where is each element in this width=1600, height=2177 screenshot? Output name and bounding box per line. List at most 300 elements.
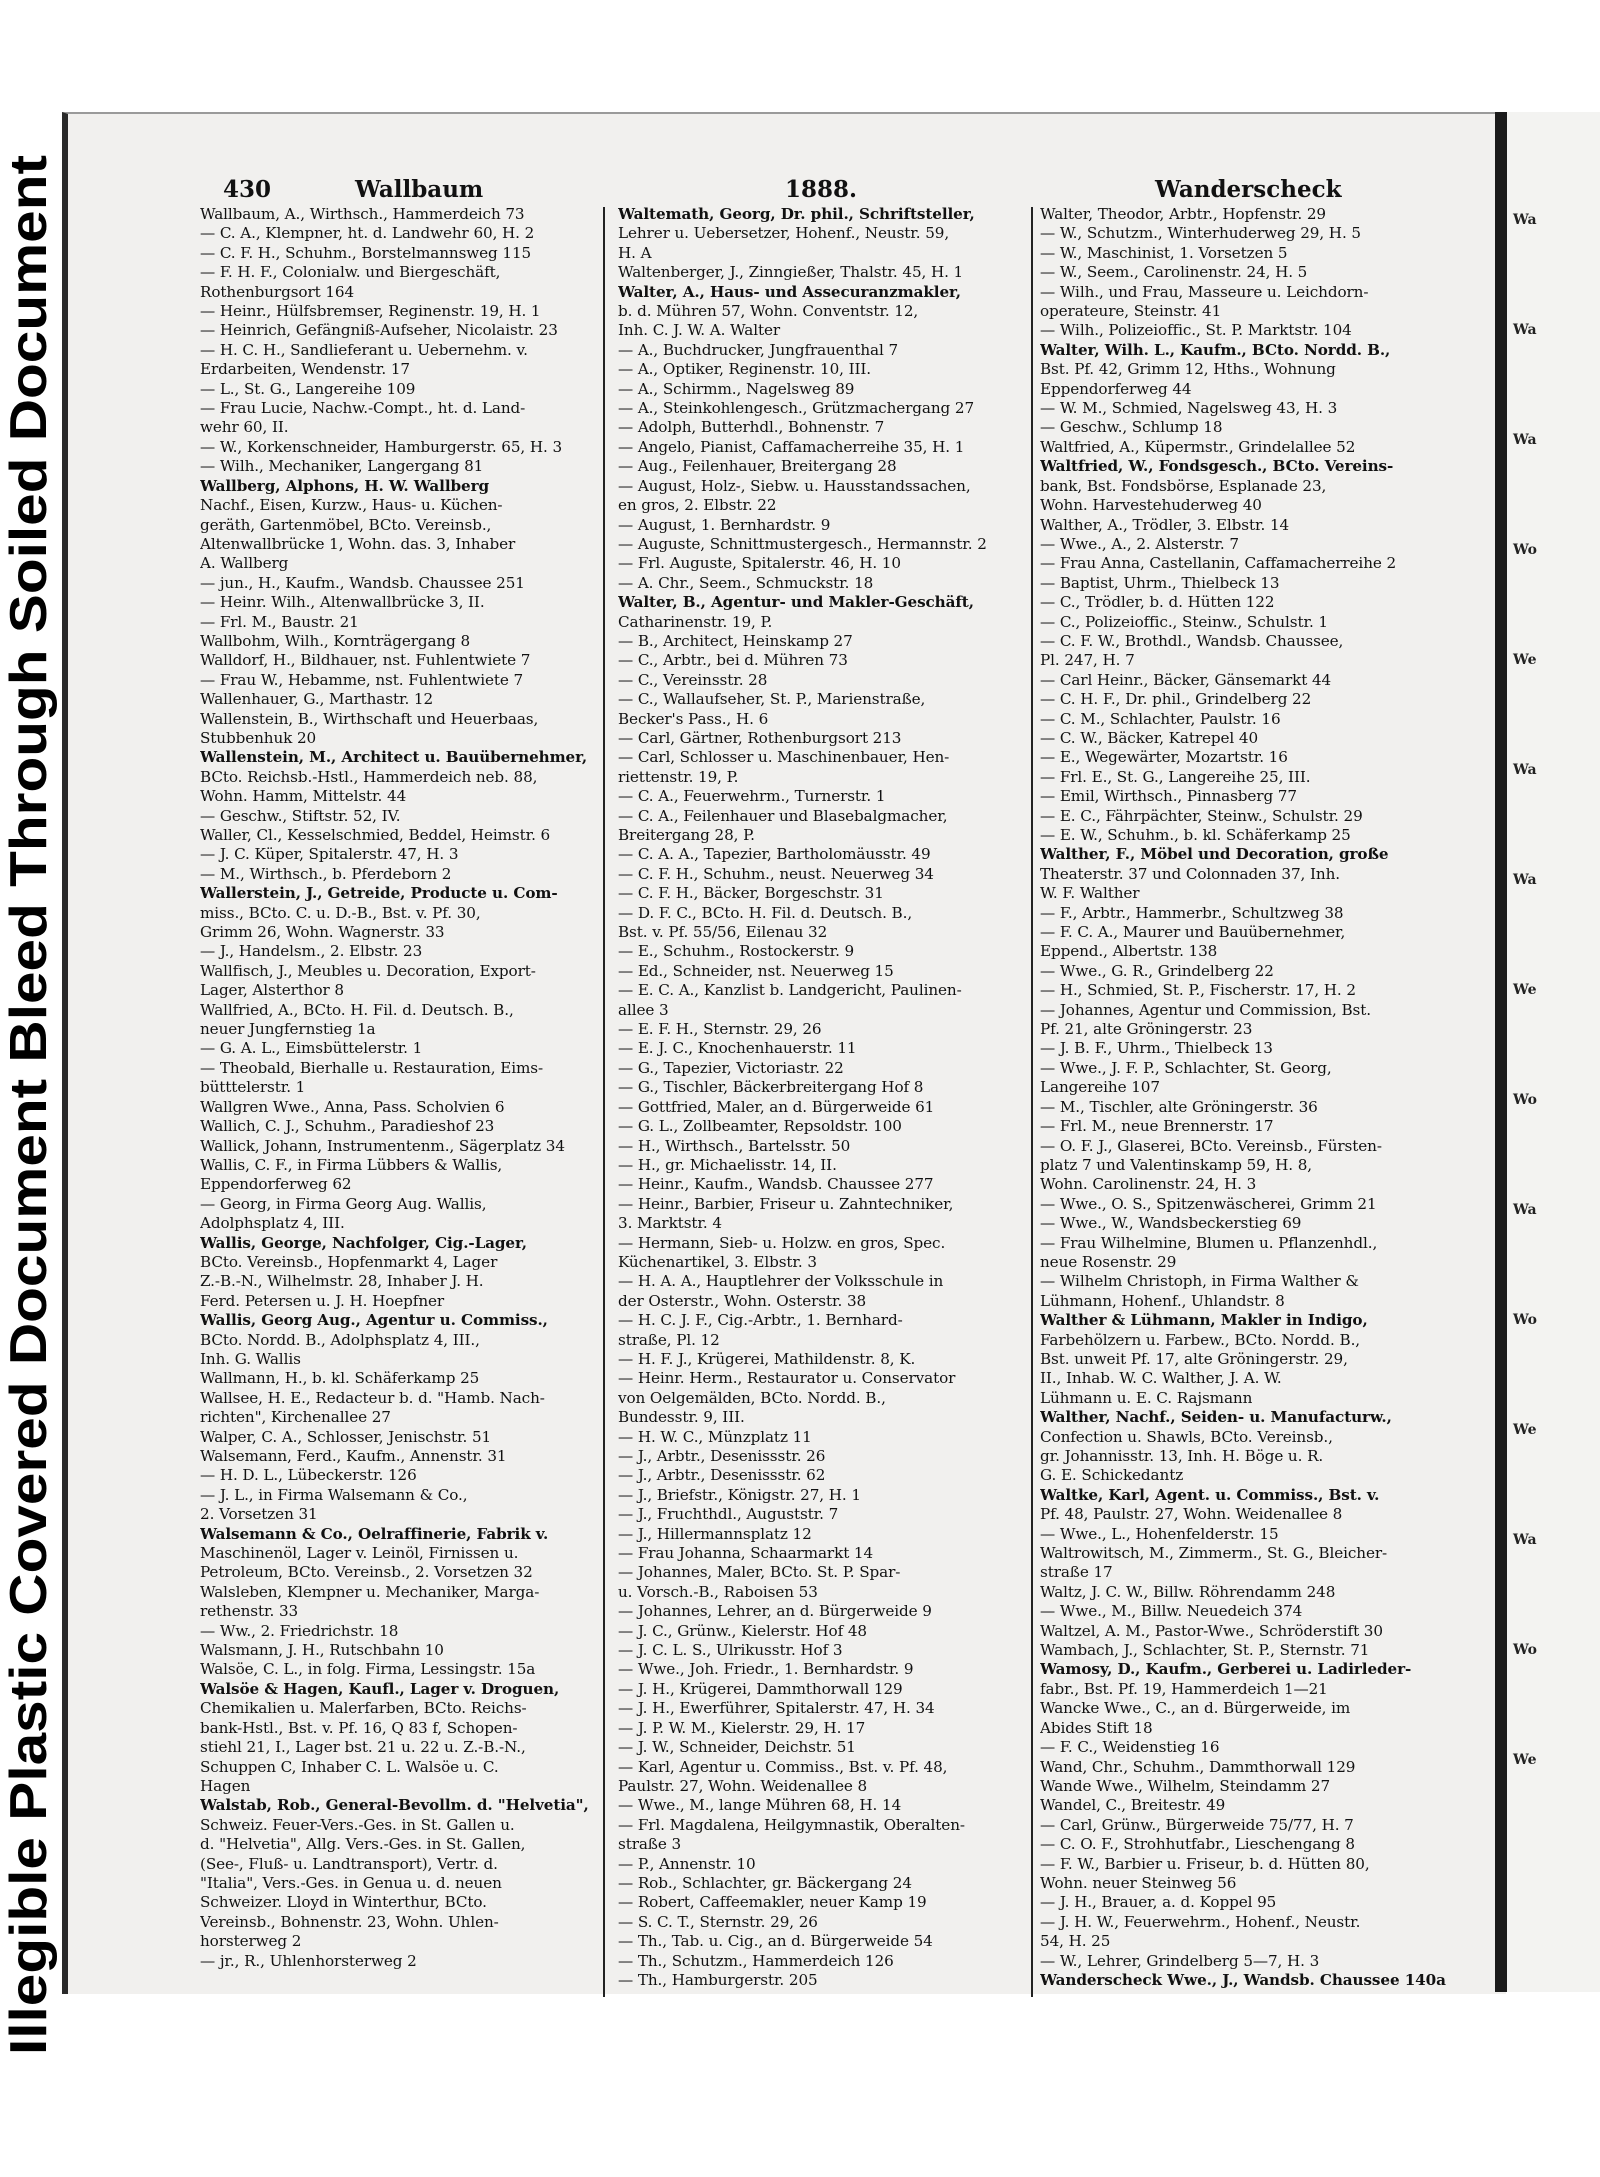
directory-entry: — Johannes, Lehrer, an d. Bürgerweide 9	[618, 1602, 932, 1621]
directory-entry: Lehrer u. Uebersetzer, Hohenf., Neustr. 59,	[618, 224, 950, 243]
directory-entry: Hagen	[200, 1776, 251, 1795]
directory-entry: Schuppen C, Inhaber C. L. Walsöe u. C.	[200, 1757, 499, 1776]
directory-entry: — C. H. F., Dr. phil., Grindelberg 22	[1040, 690, 1312, 709]
directory-entry: Wallberg, Alphons, H. W. Wallberg	[200, 476, 490, 495]
directory-entry: — C., Wallaufseher, St. P., Marienstraße,	[618, 690, 926, 709]
directory-entry: — W., Lehrer, Grindelberg 5—7, H. 3	[1040, 1951, 1320, 1970]
directory-entry: Adolphsplatz 4, III.	[200, 1214, 345, 1233]
directory-entry: bank, Bst. Fondsbörse, Esplanade 23,	[1040, 476, 1327, 495]
directory-entry: — J. H., Krügerei, Dammthorwall 129	[618, 1679, 903, 1698]
directory-entry: — Heinr., Kaufm., Wandsb. Chaussee 277	[618, 1175, 934, 1194]
directory-entry: Wand, Chr., Schuhm., Dammthorwall 129	[1040, 1757, 1356, 1776]
directory-entry: Pf. 48, Paulstr. 27, Wohn. Weidenallee 8	[1040, 1505, 1343, 1524]
directory-entry: Walper, C. A., Schlosser, Jenischstr. 51	[200, 1427, 492, 1446]
directory-entry: — Geschw., Schlump 18	[1040, 418, 1223, 437]
directory-entry: Walstab, Rob., General-Bevollm. d. "Helvetia",	[200, 1796, 589, 1815]
directory-entry: — Heinr. Wilh., Altenwallbrücke 3, II.	[200, 593, 485, 612]
directory-entry: Pl. 247, H. 7	[1040, 651, 1135, 670]
directory-entry: Waltke, Karl, Agent. u. Commiss., Bst. v.	[1040, 1485, 1380, 1504]
directory-entry: neue Rosenstr. 29	[1040, 1252, 1177, 1271]
directory-entry: — C. M., Schlachter, Paulstr. 16	[1040, 709, 1281, 728]
directory-entry: — Wwe., W., Wandsbeckerstieg 69	[1040, 1214, 1302, 1233]
directory-entry: — Emil, Wirthsch., Pinnasberg 77	[1040, 787, 1297, 806]
directory-entry: Walter, Theodor, Arbtr., Hopfenstr. 29	[1040, 205, 1326, 223]
directory-entry: — E. F. H., Sternstr. 29, 26	[618, 1020, 822, 1039]
directory-entry: — Auguste, Schnittmustergesch., Hermannstr. 2	[618, 534, 987, 553]
column-rule-2	[1031, 207, 1033, 1997]
directory-entry: — Frau Anna, Castellanin, Caffamacherreihe 2	[1040, 554, 1397, 573]
directory-entry: Vereinsb., Bohnenstr. 23, Wohn. Uhlen-	[200, 1912, 499, 1931]
directory-entry: — H., gr. Michaelisstr. 14, II.	[618, 1155, 837, 1174]
directory-entry: Petroleum, BCto. Vereinsb., 2. Vorsetzen 32	[200, 1563, 533, 1582]
adjacent-page-stub: Wa	[1513, 872, 1537, 888]
directory-entry: Bst. unweit Pf. 17, alte Gröningerstr. 29,	[1040, 1349, 1348, 1368]
directory-entry: Waltz, J. C. W., Billw. Röhrendamm 248	[1040, 1582, 1336, 1601]
directory-entry: b. d. Mühren 57, Wohn. Conventstr. 12,	[618, 302, 919, 321]
directory-entry: — J., Arbtr., Desenissstr. 62	[618, 1466, 826, 1485]
directory-entry: Walther & Lühmann, Makler in Indigo,	[1040, 1311, 1368, 1330]
directory-entry: — August, Holz-, Siebw. u. Hausstandssachen,	[618, 476, 971, 495]
directory-entry: Wallmann, H., b. kl. Schäferkamp 25	[200, 1369, 480, 1388]
directory-entry: — Hermann, Sieb- u. Holzw. en gros, Spec.	[618, 1233, 946, 1252]
directory-entry: Walsmann, J. H., Rutschbahn 10	[200, 1641, 444, 1660]
directory-entry: Lager, Alsterthor 8	[200, 981, 344, 1000]
directory-entry: — E. C., Fährpächter, Steinw., Schulstr. 29	[1040, 806, 1363, 825]
directory-entry: — Frau Lucie, Nachw.-Compt., ht. d. Land-	[200, 399, 526, 418]
directory-entry: — J. C. L. S., Ulrikusstr. Hof 3	[618, 1641, 843, 1660]
directory-entry: — J. H., Ewerführer, Spitalerstr. 47, H. 34	[618, 1699, 935, 1718]
directory-entry: — C., Arbtr., bei d. Mühren 73	[618, 651, 848, 670]
directory-entry: — Heinr., Barbier, Friseur u. Zahntechniker,	[618, 1194, 954, 1213]
directory-entry: — W. M., Schmied, Nagelsweg 43, H. 3	[1040, 399, 1338, 418]
directory-entry: — Wilh., und Frau, Masseure u. Leichdorn-	[1040, 282, 1369, 301]
header-left-word: Wallbaum	[355, 176, 484, 203]
directory-entry: — jr., R., Uhlenhorsterweg 2	[200, 1951, 417, 1970]
directory-entry: — Carl, Gärtner, Rothenburgsort 213	[618, 728, 902, 747]
directory-entry: Waltenberger, J., Zinngießer, Thalstr. 45, H. 1	[618, 263, 964, 282]
directory-entry: Waller, Cl., Kesselschmied, Beddel, Heimstr. 6	[200, 826, 551, 844]
directory-entry: (See-, Fluß- u. Landtransport), Vertr. d.	[200, 1854, 498, 1873]
adjacent-page-edge	[1507, 112, 1600, 1992]
directory-entry: — Wilh., Mechaniker, Langergang 81	[200, 457, 484, 476]
header-right-word: Wanderscheck	[1155, 176, 1342, 203]
directory-entry: — C., Polizeioffic., Steinw., Schulstr. 1	[1040, 612, 1328, 631]
directory-entry: stiehl 21, I., Lager bst. 21 u. 22 u. Z.-B.-N.,	[200, 1738, 526, 1757]
directory-entry: Langereihe 107	[1040, 1078, 1160, 1097]
directory-entry: Wancke Wwe., C., an d. Bürgerweide, im	[1040, 1699, 1351, 1718]
directory-entry: — Carl Heinr., Bäcker, Gänsemarkt 44	[1040, 670, 1332, 689]
directory-entry: platz 7 und Valentinskamp 59, H. 8,	[1040, 1155, 1313, 1174]
directory-entry: — C. A., Feuerwehrm., Turnerstr. 1	[618, 787, 886, 806]
directory-entry: Walther, A., Trödler, 3. Elbstr. 14	[1040, 515, 1290, 534]
directory-entry: — J. P. W. M., Kielerstr. 29, H. 17	[618, 1718, 866, 1737]
directory-entry: Wallis, Georg Aug., Agentur u. Commiss.,	[200, 1311, 548, 1330]
directory-entry: BCto. Reichsb.-Hstl., Hammerdeich neb. 88,	[200, 767, 538, 786]
directory-entry: u. Vorsch.-B., Raboisen 53	[618, 1582, 818, 1601]
directory-entry: Wallich, C. J., Schuhm., Paradieshof 23	[200, 1117, 495, 1136]
directory-entry: Lühmann, Hohenf., Uhlandstr. 8	[1040, 1291, 1285, 1310]
directory-entry: — Wwe., O. S., Spitzenwäscherei, Grimm 21	[1040, 1194, 1377, 1213]
directory-entry: — L., St. G., Langereihe 109	[200, 379, 416, 398]
directory-entry: — G. A. L., Eimsbüttelerstr. 1	[200, 1039, 423, 1058]
directory-entry: — P., Annenstr. 10	[618, 1854, 756, 1873]
directory-entry: fabr., Bst. Pf. 19, Hammerdeich 1—21	[1040, 1679, 1328, 1698]
directory-entry: — C. W., Bäcker, Katrepel 40	[1040, 728, 1259, 747]
adjacent-page-stub: We	[1513, 1752, 1537, 1768]
directory-entry: Breitergang 28, P.	[618, 826, 755, 844]
directory-entry: — A., Schirmm., Nagelsweg 89	[618, 379, 855, 398]
directory-entry: BCto. Vereinsb., Hopfenmarkt 4, Lager	[200, 1252, 498, 1271]
directory-entry: — C. O. F., Strohhutfabr., Lieschengang 8	[1040, 1835, 1355, 1854]
directory-entry: — H. C. H., Sandlieferant u. Uebernehm. v.	[200, 340, 528, 359]
directory-entry: richten", Kirchenallee 27	[200, 1408, 391, 1427]
directory-entry: — J. L., in Firma Walsemann & Co.,	[200, 1485, 468, 1504]
directory-entry: Wallick, Johann, Instrumentenm., Sägerplatz 34	[200, 1136, 565, 1155]
directory-entry: — Wwe., Joh. Friedr., 1. Bernhardstr. 9	[618, 1660, 914, 1679]
scan-quality-banner-graphic	[0, 140, 60, 2060]
directory-entry: bütttelerstr. 1	[200, 1078, 306, 1097]
directory-entry: Wohn. Hamm, Mittelstr. 44	[200, 787, 407, 806]
directory-entry: Wandel, C., Breitestr. 49	[1040, 1796, 1226, 1815]
directory-entry: — C. A. A., Tapezier, Bartholomäusstr. 49	[618, 845, 931, 864]
directory-entry: BCto. Nordd. B., Adolphsplatz 4, III.,	[200, 1330, 480, 1349]
directory-entry: — A., Optiker, Reginenstr. 10, III.	[618, 360, 872, 379]
directory-entry: II., Inhab. W. C. Walther, J. A. W.	[1040, 1369, 1282, 1388]
directory-entry: — Frau Johanna, Schaarmarkt 14	[618, 1544, 874, 1563]
page-number: 430	[223, 176, 272, 203]
directory-entry: — Th., Hamburgerstr. 205	[618, 1970, 818, 1989]
adjacent-page-stub: We	[1513, 652, 1537, 668]
directory-entry: en gros, 2. Elbstr. 22	[618, 496, 777, 515]
directory-entry: — E., Wegewärter, Mozartstr. 16	[1040, 748, 1288, 767]
directory-entry: — C., Trödler, b. d. Hütten 122	[1040, 593, 1275, 612]
directory-entry: — J. H., Brauer, a. d. Koppel 95	[1040, 1893, 1277, 1912]
directory-entry: Waltrowitsch, M., Zimmerm., St. G., Bleicher-	[1040, 1544, 1388, 1563]
adjacent-page-stub: Wo	[1513, 1312, 1537, 1328]
directory-entry: Walter, Wilh. L., Kaufm., BCto. Nordd. B.,	[1040, 340, 1391, 359]
directory-entry: Nachf., Eisen, Kurzw., Haus- u. Küchen-	[200, 496, 503, 515]
directory-entry: — Carl, Grünw., Bürgerweide 75/77, H. 7	[1040, 1815, 1354, 1834]
directory-entry: Eppendorferweg 44	[1040, 379, 1192, 398]
directory-entry: — G., Tischler, Bäckerbreitergang Hof 8	[618, 1078, 924, 1097]
page-header	[155, 176, 1420, 206]
directory-entry: — Johannes, Maler, BCto. St. P. Spar-	[618, 1563, 901, 1582]
directory-entry: straße, Pl. 12	[618, 1330, 720, 1349]
directory-column-1	[200, 205, 618, 2025]
directory-entry: Wallenhauer, G., Marthastr. 12	[200, 690, 434, 709]
directory-entry: — August, 1. Bernhardstr. 9	[618, 515, 831, 534]
directory-entry: — Gottfried, Maler, an d. Bürgerweide 61	[618, 1097, 935, 1116]
directory-entry: Wanderscheck Wwe., J., Wandsb. Chaussee 140a	[1040, 1970, 1446, 1989]
directory-entry: — Frl. Magdalena, Heilgymnastik, Oberalten-	[618, 1815, 965, 1834]
directory-entry: — A., Buchdrucker, Jungfrauenthal 7	[618, 340, 899, 359]
directory-entry: — C. F. H., Schuhm., Borstelmannsweg 115	[200, 243, 532, 262]
directory-entry: Wallsee, H. E., Redacteur b. d. "Hamb. Nach-	[200, 1388, 545, 1407]
directory-entry: Küchenartikel, 3. Elbstr. 3	[618, 1252, 817, 1271]
directory-entry: G. E. Schickedantz	[1040, 1466, 1184, 1485]
directory-entry: — Heinrich, Gefängniß-Aufseher, Nicolaistr. 23	[200, 321, 558, 340]
directory-entry: — Rob., Schlachter, gr. Bäckergang 24	[618, 1873, 912, 1892]
directory-entry: — H. D. L., Lübeckerstr. 126	[200, 1466, 417, 1485]
directory-entry: — J. H. W., Feuerwehrm., Hohenf., Neustr.	[1040, 1912, 1361, 1931]
directory-entry: — Frl. M., Baustr. 21	[200, 612, 359, 631]
directory-entry: Walsöe, C. L., in folg. Firma, Lessingstr. 15a	[200, 1660, 536, 1679]
directory-entry: — Karl, Agentur u. Commiss., Bst. v. Pf. 48,	[618, 1757, 948, 1776]
directory-entry: — Wwe., G. R., Grindelberg 22	[1040, 961, 1274, 980]
directory-entry: — B., Architect, Heinskamp 27	[618, 631, 853, 650]
directory-entry: neuer Jungfernstieg 1a	[200, 1020, 376, 1039]
directory-entry: Waltfried, A., Küpermstr., Grindelallee 52	[1040, 437, 1356, 456]
directory-entry: — E. W., Schuhm., b. kl. Schäferkamp 25	[1040, 826, 1351, 844]
adjacent-page-stub: Wo	[1513, 1092, 1537, 1108]
directory-entry: Walsemann, Ferd., Kaufm., Annenstr. 31	[200, 1447, 507, 1465]
directory-entry: von Oelgemälden, BCto. Nordd. B.,	[618, 1388, 886, 1407]
directory-entry: Bundesstr. 9, III.	[618, 1408, 745, 1427]
directory-entry: — C. F. H., Schuhm., neust. Neuerweg 34	[618, 864, 934, 883]
adjacent-page-stub: Wo	[1513, 1642, 1537, 1658]
directory-entry: Walther, Nachf., Seiden- u. Manufacturw.,	[1040, 1408, 1392, 1427]
directory-entry: — F. H. F., Colonialw. und Biergeschäft,	[200, 263, 501, 282]
directory-entry: wehr 60, II.	[200, 418, 289, 437]
directory-entry: — H. A. A., Hauptlehrer der Volksschule in	[618, 1272, 944, 1291]
directory-entry: Walter, B., Agentur- und Makler-Geschäft,	[618, 593, 974, 612]
directory-entry: Maschinenöl, Lager v. Leinöl, Firnissen u.	[200, 1544, 519, 1563]
directory-entry: Inh. C. J. W. A. Walter	[618, 321, 780, 340]
directory-entry: — Johannes, Agentur und Commission, Bst.	[1040, 1000, 1371, 1019]
directory-entry: Wallbohm, Wilh., Kornträgergang 8	[200, 631, 471, 650]
directory-entry: — Robert, Caffeemakler, neuer Kamp 19	[618, 1893, 927, 1912]
directory-entry: Waltemath, Georg, Dr. phil., Schriftsteller,	[618, 205, 975, 223]
directory-entry: Pf. 21, alte Gröningerstr. 23	[1040, 1020, 1253, 1039]
directory-entry: operateure, Steinstr. 41	[1040, 302, 1222, 321]
directory-entry: — H., Schmied, St. P., Fischerstr. 17, H. 2	[1040, 981, 1356, 1000]
directory-entry: — C. F. H., Bäcker, Borgeschstr. 31	[618, 884, 884, 903]
directory-entry: — E. J. C., Knochenhauerstr. 11	[618, 1039, 857, 1058]
directory-entry: — Theobald, Bierhalle u. Restauration, Eims-	[200, 1058, 544, 1077]
directory-entry: — Wilhelm Christoph, in Firma Walther &	[1040, 1272, 1359, 1291]
directory-entry: — Baptist, Uhrm., Thielbeck 13	[1040, 573, 1280, 592]
directory-entry: Wohn. Carolinenstr. 24, H. 3	[1040, 1175, 1257, 1194]
directory-entry: Rothenburgsort 164	[200, 282, 355, 301]
directory-entry: — jun., H., Kaufm., Wandsb. Chaussee 251	[200, 573, 525, 592]
directory-entry: — Th., Schutzm., Hammerdeich 126	[618, 1951, 894, 1970]
directory-entry: Farbehölzern u. Farbew., BCto. Nordd. B.,	[1040, 1330, 1361, 1349]
directory-entry: Wallfried, A., BCto. H. Fil. d. Deutsch. B.,	[200, 1000, 514, 1019]
directory-entry: — D. F. C., BCto. H. Fil. d. Deutsch. B.,	[618, 903, 913, 922]
directory-entry: Walther, F., Möbel und Decoration, große	[1040, 845, 1389, 864]
directory-entry: — J., Handelsm., 2. Elbstr. 23	[200, 942, 423, 961]
directory-entry: — H. C. J. F., Cig.-Arbtr., 1. Bernhard-	[618, 1311, 903, 1330]
directory-entry: Confection u. Shawls, BCto. Vereinsb.,	[1040, 1427, 1333, 1446]
directory-entry: — Wilh., Polizeioffic., St. P. Marktstr. 104	[1040, 321, 1352, 340]
directory-entry: Walsöe & Hagen, Kaufl., Lager v. Droguen,	[200, 1679, 560, 1698]
directory-entry: Waltfried, W., Fondsgesch., BCto. Vereins-	[1040, 457, 1394, 476]
directory-entry: — A. Chr., Seem., Schmuckstr. 18	[618, 573, 874, 592]
directory-entry: bank-Hstl., Bst. v. Pf. 16, Q 83 f, Schopen-	[200, 1718, 518, 1737]
directory-entry: 2. Vorsetzen 31	[200, 1505, 318, 1524]
directory-entry: — F. C., Weidenstieg 16	[1040, 1738, 1220, 1757]
directory-entry: Altenwallbrücke 1, Wohn. das. 3, Inhaber	[200, 534, 516, 553]
directory-entry: Eppendorferweg 62	[200, 1175, 352, 1194]
directory-column-3	[1040, 205, 1458, 2025]
directory-entry: straße 17	[1040, 1563, 1113, 1582]
directory-entry: — A., Steinkohlengesch., Grützmachergang 27	[618, 399, 975, 418]
directory-entry: — C. A., Klempner, ht. d. Landwehr 60, H. 2	[200, 224, 535, 243]
directory-entry: d. "Helvetia", Allg. Vers.-Ges. in St. Gallen,	[200, 1835, 526, 1854]
directory-entry: — J. W., Schneider, Deichstr. 51	[618, 1738, 856, 1757]
directory-entry: — G. L., Zollbeamter, Repsoldstr. 100	[618, 1117, 902, 1136]
adjacent-page-stub: Wa	[1513, 212, 1537, 228]
directory-entry: — Geschw., Stiftstr. 52, IV.	[200, 806, 401, 825]
directory-entry: geräth, Gartenmöbel, BCto. Vereinsb.,	[200, 515, 492, 534]
directory-entry: Wohn. neuer Steinweg 56	[1040, 1873, 1237, 1892]
directory-entry: Paulstr. 27, Wohn. Weidenallee 8	[618, 1776, 868, 1795]
scan-quality-banner-text: Illegible Plastic Covered Document Bleed Through Soiled Document	[0, 367, 58, 2055]
directory-entry: Becker's Pass., H. 6	[618, 709, 769, 728]
directory-entry: Walter, A., Haus- und Assecuranzmakler,	[618, 282, 961, 301]
directory-entry: — S. C. T., Sternstr. 29, 26	[618, 1912, 818, 1931]
directory-entry: der Osterstr., Wohn. Osterstr. 38	[618, 1291, 867, 1310]
directory-entry: Walsleben, Klempner u. Mechaniker, Marga-	[200, 1582, 540, 1601]
directory-entry: Catharinenstr. 19, P.	[618, 612, 773, 631]
directory-entry: — Heinr., Hülfsbremser, Reginenstr. 19, H. 1	[200, 302, 541, 321]
directory-entry: Lühmann u. E. C. Rajsmann	[1040, 1388, 1253, 1407]
directory-entry: — C., Vereinsstr. 28	[618, 670, 768, 689]
directory-entry: — Wwe., J. F. P., Schlachter, St. Georg,	[1040, 1058, 1332, 1077]
directory-entry: — Wwe., A., 2. Alsterstr. 7	[1040, 534, 1239, 553]
directory-entry: Waltzel, A. M., Pastor-Wwe., Schröderstift 30	[1040, 1621, 1383, 1640]
directory-entry: — C. F. W., Brothdl., Wandsb. Chaussee,	[1040, 631, 1344, 650]
header-year: 1888.	[785, 176, 858, 203]
directory-entry: straße 3	[618, 1835, 682, 1854]
directory-entry: — O. F. J., Glaserei, BCto. Vereinsb., Fürsten-	[1040, 1136, 1382, 1155]
directory-entry: — W., Schutzm., Winterhuderweg 29, H. 5	[1040, 224, 1361, 243]
directory-entry: — F. W., Barbier u. Friseur, b. d. Hütten 80,	[1040, 1854, 1370, 1873]
adjacent-page-stub: Wa	[1513, 432, 1537, 448]
page-gutter	[1495, 112, 1507, 1992]
directory-entry: Wallenstein, B., Wirthschaft und Heuerbaas,	[200, 709, 539, 728]
directory-entry: Wallis, C. F., in Firma Lübbers & Wallis,	[200, 1155, 503, 1174]
directory-entry: — Ww., 2. Friedrichstr. 18	[200, 1621, 399, 1640]
directory-entry: — M., Wirthsch., b. Pferdeborn 2	[200, 864, 452, 883]
directory-entry: allee 3	[618, 1000, 669, 1019]
directory-entry: 3. Marktstr. 4	[618, 1214, 722, 1233]
directory-entry: — W., Maschinist, 1. Vorsetzen 5	[1040, 243, 1288, 262]
adjacent-page-stub: Wa	[1513, 322, 1537, 338]
directory-entry: — C. A., Feilenhauer und Blasebalgmacher,	[618, 806, 948, 825]
directory-entry: Walldorf, H., Bildhauer, nst. Fuhlentwiete 7	[200, 651, 531, 670]
directory-entry: gr. Johannisstr. 13, Inh. H. Böge u. R.	[1040, 1447, 1324, 1465]
directory-entry: — Aug., Feilenhauer, Breitergang 28	[618, 457, 897, 476]
directory-entry: — Frau W., Hebamme, nst. Fuhlentwiete 7	[200, 670, 524, 689]
adjacent-page-stub: Wa	[1513, 762, 1537, 778]
directory-entry: rethenstr. 33	[200, 1602, 299, 1621]
directory-entry: Chemikalien u. Malerfarben, BCto. Reichs-	[200, 1699, 527, 1718]
directory-entry: — Carl, Schlosser u. Maschinenbauer, Hen-	[618, 748, 950, 767]
directory-entry: — H., Wirthsch., Bartelsstr. 50	[618, 1136, 851, 1155]
directory-entry: — Frl. Auguste, Spitalerstr. 46, H. 10	[618, 554, 901, 573]
directory-entry: Wohn. Harvestehuderweg 40	[1040, 496, 1262, 515]
directory-entry: — Ed., Schneider, nst. Neuerweg 15	[618, 961, 894, 980]
adjacent-page-stub: Wa	[1513, 1202, 1537, 1218]
directory-entry: — Th., Tab. u. Cig., an d. Bürgerweide 54	[618, 1932, 933, 1951]
directory-entry: — E., Schuhm., Rostockerstr. 9	[618, 942, 855, 961]
directory-entry: Erdarbeiten, Wendenstr. 17	[200, 360, 410, 379]
directory-entry: — Frau Wilhelmine, Blumen u. Pflanzenhdl.,	[1040, 1233, 1378, 1252]
directory-entry: — E. C. A., Kanzlist b. Landgericht, Paulinen-	[618, 981, 962, 1000]
directory-entry: — Adolph, Butterhdl., Bohnenstr. 7	[618, 418, 885, 437]
directory-entry: Inh. G. Wallis	[200, 1349, 301, 1368]
directory-entry: — J., Fruchthdl., Auguststr. 7	[618, 1505, 839, 1524]
directory-entry: Theaterstr. 37 und Colonnaden 37, Inh.	[1040, 864, 1340, 883]
directory-entry: Wamosy, D., Kaufm., Gerberei u. Ladirleder-	[1040, 1660, 1412, 1679]
directory-entry: — W., Korkenschneider, Hamburgerstr. 65, H. 3	[200, 437, 563, 456]
directory-entry: — J. C., Grünw., Kielerstr. Hof 48	[618, 1621, 867, 1640]
directory-entry: Wande Wwe., Wilhelm, Steindamm 27	[1040, 1776, 1331, 1795]
directory-entry: horsterweg 2	[200, 1932, 302, 1951]
adjacent-page-stub: Wa	[1513, 1532, 1537, 1548]
column-rule-1	[603, 207, 605, 1997]
directory-entry: "Italia", Vers.-Ges. in Genua u. d. neuen	[200, 1873, 502, 1892]
directory-entry: — M., Tischler, alte Gröningerstr. 36	[1040, 1097, 1318, 1116]
directory-entry: — J., Arbtr., Desenissstr. 26	[618, 1447, 826, 1465]
adjacent-page-stub: We	[1513, 982, 1537, 998]
directory-entry: — J., Briefstr., Königstr. 27, H. 1	[618, 1485, 861, 1504]
directory-entry: 54, H. 25	[1040, 1932, 1111, 1951]
directory-entry: — Wwe., L., Hohenfelderstr. 15	[1040, 1524, 1279, 1543]
directory-entry: — F. C. A., Maurer und Bauübernehmer,	[1040, 923, 1346, 942]
directory-entry: Schweiz. Feuer-Vers.-Ges. in St. Gallen u.	[200, 1815, 515, 1834]
directory-entry: Bst. v. Pf. 55/56, Eilenau 32	[618, 923, 828, 942]
directory-entry: — G., Tapezier, Victoriastr. 22	[618, 1058, 844, 1077]
directory-entry: Z.-B.-N., Wilhelmstr. 28, Inhaber J. H.	[200, 1272, 484, 1291]
directory-entry: Schweizer. Lloyd in Winterthur, BCto.	[200, 1893, 487, 1912]
directory-entry: W. F. Walther	[1040, 884, 1140, 903]
directory-entry: Wallgren Wwe., Anna, Pass. Scholvien 6	[200, 1097, 505, 1116]
directory-entry: — Heinr. Herm., Restaurator u. Conservator	[618, 1369, 956, 1388]
directory-entry: — Wwe., M., lange Mühren 68, H. 14	[618, 1796, 902, 1815]
directory-entry: Abides Stift 18	[1040, 1718, 1153, 1737]
directory-entry: — Angelo, Pianist, Caffamacherreihe 35, H. 1	[618, 437, 965, 456]
scan-quality-banner	[0, 140, 60, 2060]
directory-entry: Grimm 26, Wohn. Wagnerstr. 33	[200, 923, 445, 942]
directory-entry: — H. W. C., Münzplatz 11	[618, 1427, 812, 1446]
directory-entry: Wallerstein, J., Getreide, Producte u. Com-	[200, 884, 558, 903]
directory-entry: H. A	[618, 243, 652, 262]
directory-entry: A. Wallberg	[200, 554, 289, 573]
directory-entry: Wallis, George, Nachfolger, Cig.-Lager,	[200, 1233, 527, 1252]
directory-entry: — Frl. E., St. G., Langereihe 25, III.	[1040, 767, 1311, 786]
adjacent-page-stub: Wo	[1513, 542, 1537, 558]
directory-entry: — J. B. F., Uhrm., Thielbeck 13	[1040, 1039, 1273, 1058]
directory-column-2	[618, 205, 1036, 2025]
directory-entry: — Wwe., M., Billw. Neuedeich 374	[1040, 1602, 1303, 1621]
directory-entry: — Georg, in Firma Georg Aug. Wallis,	[200, 1194, 487, 1213]
directory-entry: miss., BCto. C. u. D.-B., Bst. v. Pf. 30,	[200, 903, 481, 922]
directory-entry: Wambach, J., Schlachter, St. P., Sternstr. 71	[1040, 1641, 1370, 1660]
directory-entry: Wallfisch, J., Meubles u. Decoration, Export-	[200, 961, 536, 980]
directory-entry: — F., Arbtr., Hammerbr., Schultzweg 38	[1040, 903, 1344, 922]
directory-entry: Stubbenhuk 20	[200, 728, 317, 747]
adjacent-page-stub: We	[1513, 1422, 1537, 1438]
directory-entry: — W., Seem., Carolinenstr. 24, H. 5	[1040, 263, 1308, 282]
directory-entry: Bst. Pf. 42, Grimm 12, Hths., Wohnung	[1040, 360, 1336, 379]
directory-entry: — J., Hillermannsplatz 12	[618, 1524, 812, 1543]
directory-entry: — Frl. M., neue Brennerstr. 17	[1040, 1117, 1274, 1136]
directory-entry: Wallenstein, M., Architect u. Bauübernehmer,	[200, 748, 588, 767]
directory-entry: Eppend., Albertstr. 138	[1040, 942, 1218, 961]
directory-entry: Walsemann & Co., Oelraffinerie, Fabrik v.	[200, 1524, 549, 1543]
